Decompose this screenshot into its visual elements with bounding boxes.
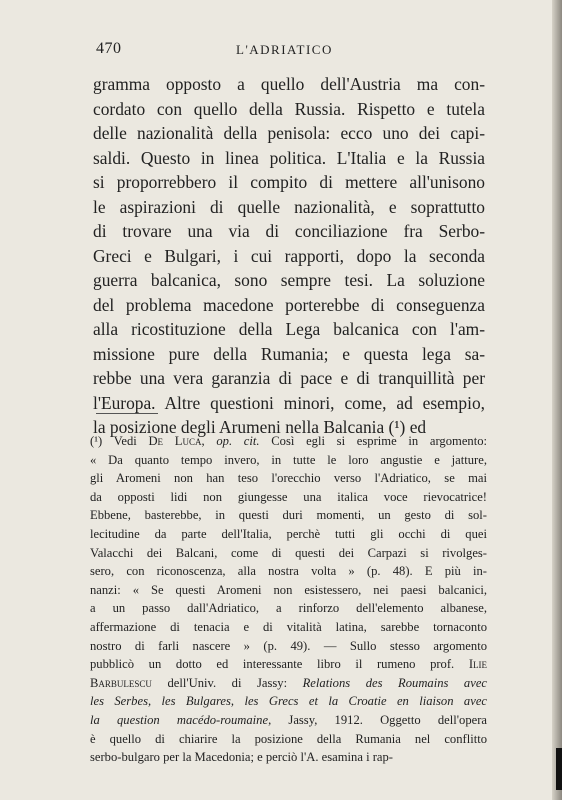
page-edge	[552, 0, 562, 800]
footnote-text: Così egli si esprime in argomento:	[259, 434, 487, 448]
footnote-line: a un passo dall'Adriatico, a rinforzo dell'elemento albanese,	[90, 601, 487, 616]
footnote-line: « Da quanto tempo invero, in tutte le loro angustie e jatture,	[90, 452, 487, 467]
body-line: Greci e Bulgari, i cui rapporti, dopo la seconda	[93, 245, 485, 266]
footnote-line	[90, 432, 487, 451]
footnote-line: è quello di chiarire la posizione della Rumania nel conflitto	[90, 731, 487, 746]
book-title: Relations des Roumains avec	[302, 675, 487, 690]
body-line: l'Europa. Altre questioni minori, come, ad esempio,	[93, 392, 485, 413]
author-name: Ilie	[468, 657, 487, 672]
body-line: di trovare una via di conciliazione fra Serbo-	[93, 221, 485, 241]
footnote-line: nanzi: « Se questi Aromeni non esistessero, nei paesi balcanici,	[90, 582, 487, 597]
footnote-text: pubblicò un dotto ed interessante libro il rumeno prof.	[90, 657, 469, 672]
footnote-line: nostro di farli nascere » (p. 49). — Sullo stesso argomento	[90, 638, 487, 653]
body-line: alla ricostituzione della Lega balcanica con l'am-	[93, 319, 485, 339]
body-line: missione pure della Rumania; e questa lega sa-	[93, 343, 485, 364]
body-line: si proporrebbero il compito di mettere all'unisono	[93, 172, 485, 192]
body-line: saldi. Questo in linea politica. L'Italia e la Russia	[93, 147, 485, 168]
body-line: del problema macedone porterebbe di conseguenza	[93, 294, 485, 315]
footnote-line: affermazione di tenacia e di vitalità latina, sarebbe tornaconto	[90, 619, 487, 634]
footnote-separator	[96, 413, 158, 414]
body-line: le aspirazioni di quelle nazionalità, e soprattutto	[93, 196, 485, 217]
page-number: 470	[96, 40, 122, 57]
author-name: De Luca	[148, 434, 202, 448]
footnote-text: , Jassy, 1912. Oggetto dell'opera	[268, 712, 487, 727]
body-line: gramma opposto a quello dell'Austria ma con-	[93, 74, 485, 94]
body-line: delle nazionalità della penisola: ecco uno dei capi-	[93, 123, 485, 143]
running-head: L'ADRIATICO	[236, 42, 333, 57]
footnote-line: Ebbene, basterebbe, in questi duri momenti, un gesto di sol-	[90, 508, 487, 523]
citation-abbrev: op. cit.	[216, 434, 260, 448]
footnote-text: (¹) Vedi	[90, 434, 149, 448]
footnote-line	[90, 711, 487, 730]
body-text	[93, 72, 485, 440]
page-edge-marker	[556, 748, 562, 790]
footnote-text: ,	[201, 434, 217, 448]
footnote-line	[90, 655, 487, 674]
footnote	[90, 432, 487, 767]
footnote-line: sero, con riconoscenza, alla nostra volta » (p. 48). E più in-	[90, 564, 487, 579]
footnote-line: gli Aromeni non han teso l'orecchio verso l'Adriatico, se mai	[90, 471, 487, 486]
body-line: rebbe una vera garanzia di pace e di tranquillità per	[93, 368, 485, 388]
book-title: la question macédo-roumaine	[90, 712, 269, 727]
footnote-text: dell'Univ. di Jassy:	[151, 675, 303, 690]
page-header	[96, 40, 486, 60]
footnote-line: serbo-bulgaro per la Macedonia; e perciò l'A. esamina i rap-	[90, 750, 393, 765]
footnote-line: lecitudine da parte dell'Italia, perchè tutti gli occhi di quei	[90, 526, 487, 541]
author-name: Barbulescu	[90, 675, 152, 690]
body-line: cordato con quello della Russia. Rispetto e tutela	[93, 98, 485, 119]
footnote-line: Valacchi dei Balcani, come di questi dei Carpazi si rivolges-	[90, 545, 487, 560]
footnote-line: les Serbes, les Bulgares, les Grecs et la Croatie en liaison avec	[90, 694, 487, 709]
body-line: guerra balcanica, sono sempre tesi. La soluzione	[93, 270, 485, 290]
body-line: la posizione degli Arumeni nella Balcania (¹) ed	[93, 417, 427, 437]
footnote-line: da opposti lidi non giungesse una italica voce rievocatrice!	[90, 489, 487, 504]
footnote-line	[90, 674, 487, 693]
